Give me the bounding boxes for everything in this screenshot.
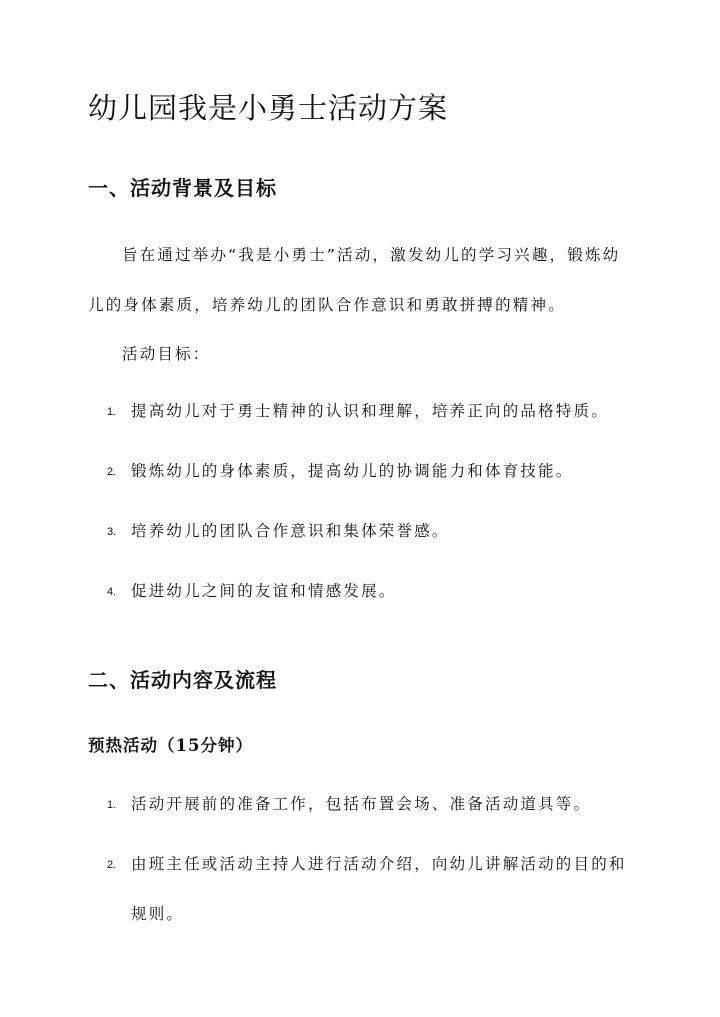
list-number: 2.: [107, 466, 117, 478]
list-item-text: 提高幼儿对于勇士精神的认识和理解，培养正向的品格特质。: [131, 402, 609, 420]
list-item-text: 锻炼幼儿的身体素质，提高幼儿的协调能力和体育技能。: [131, 462, 574, 480]
list-item: [88, 386, 636, 436]
list-item: [88, 566, 636, 616]
list-number: 2.: [107, 859, 117, 871]
intro-paragraph: 旨在通过举办“我是小勇士”活动，激发幼儿的学习兴趣，锻炼幼儿的身体素质，培养幼儿的团队合作意识和勇敢拼搏的精神。: [88, 246, 621, 314]
list-item-text: 活动开展前的准备工作，包括布置会场、准备活动道具等。: [131, 795, 592, 813]
list-item: [88, 839, 636, 939]
goals-list: [88, 386, 636, 616]
list-item: [88, 506, 636, 556]
list-number: 1.: [107, 406, 117, 418]
list-number: 4.: [107, 586, 117, 598]
list-item-text: 由班主任或活动主持人进行活动介绍，向幼儿讲解活动的目的和规则。: [131, 855, 627, 923]
list-item-text: 培养幼儿的团队合作意识和集体荣誉感。: [131, 522, 450, 540]
list-item: [88, 446, 636, 496]
section-heading-content-process: 二、活动内容及流程: [88, 668, 277, 692]
list-number: 1.: [107, 799, 117, 811]
warmup-list: [88, 779, 636, 939]
document-title: 幼儿园我是小勇士活动方案: [88, 91, 449, 125]
subsection-heading-warmup: 预热活动（15分钟）: [88, 736, 253, 755]
list-number: 3.: [107, 526, 117, 538]
section-heading-background-goals: 一、活动背景及目标: [88, 176, 277, 200]
goals-label: 活动目标：: [122, 345, 211, 363]
list-item-text: 促进幼儿之间的友谊和情感发展。: [131, 582, 397, 600]
list-item: [88, 779, 636, 829]
